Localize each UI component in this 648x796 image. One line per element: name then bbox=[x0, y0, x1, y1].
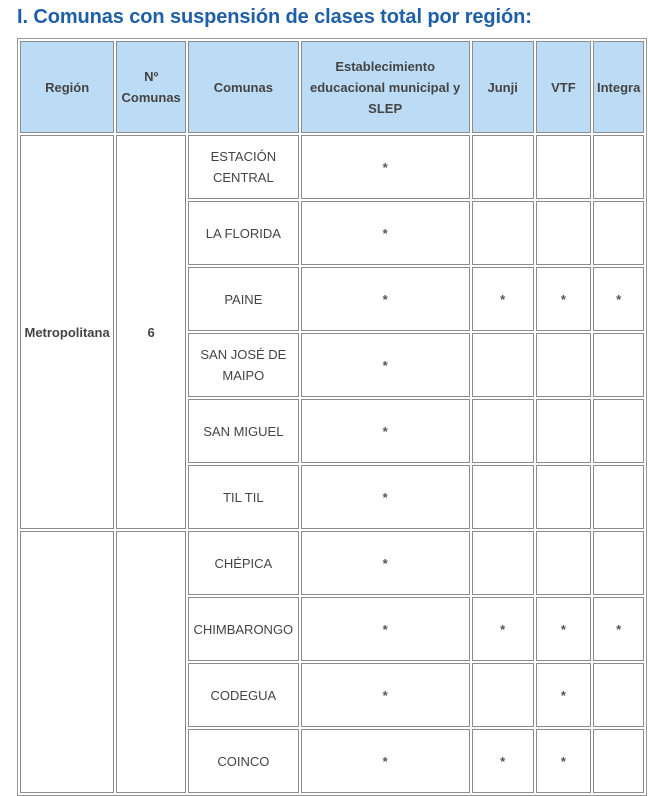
comuna-cell: CODEGUA bbox=[188, 663, 298, 727]
comuna-cell: COINCO bbox=[188, 729, 298, 793]
header-integra: Integra bbox=[593, 41, 644, 133]
comuna-cell: CHIMBARONGO bbox=[188, 597, 298, 661]
junji-cell bbox=[472, 201, 534, 265]
vtf-cell bbox=[536, 465, 592, 529]
junji-cell: * bbox=[472, 267, 534, 331]
establecimiento-cell: * bbox=[301, 597, 470, 661]
integra-cell bbox=[593, 135, 644, 199]
table-row bbox=[20, 531, 644, 595]
comuna-cell: SAN JOSÉ DE MAIPO bbox=[188, 333, 298, 397]
vtf-cell: * bbox=[536, 267, 592, 331]
integra-cell: * bbox=[593, 267, 644, 331]
header-vtf: VTF bbox=[536, 41, 592, 133]
comuna-cell: PAINE bbox=[188, 267, 298, 331]
integra-cell bbox=[593, 465, 644, 529]
establecimiento-cell: * bbox=[301, 135, 470, 199]
vtf-cell bbox=[536, 399, 592, 463]
junji-cell bbox=[472, 399, 534, 463]
suspension-table bbox=[17, 38, 647, 796]
junji-cell: * bbox=[472, 597, 534, 661]
establecimiento-cell: * bbox=[301, 267, 470, 331]
vtf-cell bbox=[536, 135, 592, 199]
vtf-cell: * bbox=[536, 597, 592, 661]
establecimiento-cell: * bbox=[301, 531, 470, 595]
integra-cell bbox=[593, 333, 644, 397]
header-n-comunas: Nº Comunas bbox=[116, 41, 186, 133]
header-comunas: Comunas bbox=[188, 41, 298, 133]
establecimiento-cell: * bbox=[301, 399, 470, 463]
header-establecimiento: Establecimiento educacional municipal y SLEP bbox=[301, 41, 470, 133]
region-cell: Metropolitana bbox=[20, 135, 114, 529]
integra-cell bbox=[593, 663, 644, 727]
comuna-cell: ESTACIÓN CENTRAL bbox=[188, 135, 298, 199]
region-cell bbox=[20, 531, 114, 793]
vtf-cell bbox=[536, 531, 592, 595]
junji-cell bbox=[472, 333, 534, 397]
comuna-cell: LA FLORIDA bbox=[188, 201, 298, 265]
vtf-cell bbox=[536, 333, 592, 397]
integra-cell bbox=[593, 729, 644, 793]
integra-cell bbox=[593, 201, 644, 265]
vtf-cell bbox=[536, 201, 592, 265]
comuna-cell: CHÉPICA bbox=[188, 531, 298, 595]
junji-cell bbox=[472, 465, 534, 529]
junji-cell bbox=[472, 531, 534, 595]
count-cell: 6 bbox=[116, 135, 186, 529]
junji-cell bbox=[472, 135, 534, 199]
comuna-cell: TIL TIL bbox=[188, 465, 298, 529]
junji-cell bbox=[472, 663, 534, 727]
count-cell bbox=[116, 531, 186, 793]
section-heading: I. Comunas con suspensión de clases total por región: bbox=[17, 6, 532, 28]
header-row bbox=[20, 41, 644, 133]
table-row bbox=[20, 135, 644, 199]
header-junji: Junji bbox=[472, 41, 534, 133]
vtf-cell: * bbox=[536, 729, 592, 793]
establecimiento-cell: * bbox=[301, 465, 470, 529]
vtf-cell: * bbox=[536, 663, 592, 727]
integra-cell: * bbox=[593, 597, 644, 661]
establecimiento-cell: * bbox=[301, 729, 470, 793]
establecimiento-cell: * bbox=[301, 663, 470, 727]
integra-cell bbox=[593, 399, 644, 463]
header-region: Región bbox=[20, 41, 114, 133]
establecimiento-cell: * bbox=[301, 201, 470, 265]
junji-cell: * bbox=[472, 729, 534, 793]
establecimiento-cell: * bbox=[301, 333, 470, 397]
integra-cell bbox=[593, 531, 644, 595]
comuna-cell: SAN MIGUEL bbox=[188, 399, 298, 463]
